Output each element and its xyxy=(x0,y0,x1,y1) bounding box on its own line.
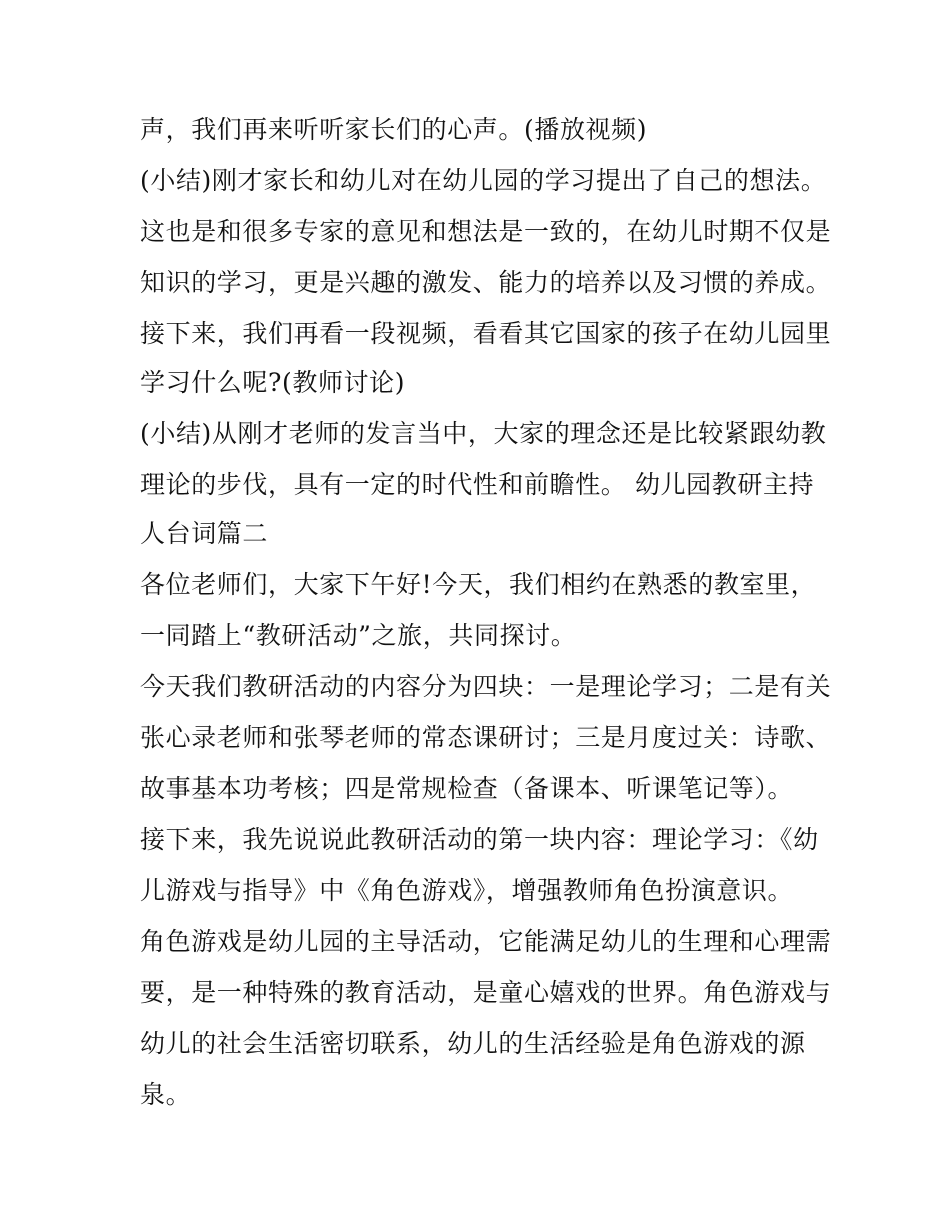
text-line: 泉。 xyxy=(140,1080,192,1109)
text-line: 一同踏上“教研活动”之旅，共同探讨。 xyxy=(140,621,577,650)
text-line: 角色游戏是幼儿园的主导活动，它能满足幼儿的生理和心理需 xyxy=(140,927,832,956)
text-line: 声，我们再来听听家长们的心声。(播放视频) xyxy=(140,115,648,144)
text-line: 理论的步伐，具有一定的时代性和前瞻性。 幼儿园教研主持 xyxy=(140,470,815,499)
text-line: 张心录老师和张琴老师的常态课研讨；三是月度过关：诗歌、 xyxy=(140,723,832,752)
text-line: 要，是一种特殊的教育活动，是童心嬉戏的世界。角色游戏与 xyxy=(140,978,832,1007)
text-line: 接下来，我先说说此教研活动的第一块内容：理论学习：《幼 xyxy=(140,825,819,854)
section-title: 人台词篇二 xyxy=(140,519,269,548)
text-line: 接下来，我们再看一段视频，看看其它国家的孩子在幼儿园里 xyxy=(140,319,832,348)
text-line: 各位老师们，大家下午好!今天，我们相约在熟悉的教室里， xyxy=(140,570,817,599)
text-line: (小结)从刚才老师的发言当中，大家的理念还是比较紧跟幼教 xyxy=(140,419,827,448)
text-line: 学习什么呢?(教师讨论) xyxy=(140,368,406,397)
text-line: (小结)刚才家长和幼儿对在幼儿园的学习提出了自己的想法。 xyxy=(140,166,827,195)
text-line: 今天我们教研活动的内容分为四块：一是理论学习；二是有关 xyxy=(140,672,832,701)
text-line: 儿游戏与指导》中《角色游戏》，增强教师角色扮演意识。 xyxy=(140,876,794,905)
text-line: 故事基本功考核；四是常规检查（备课本、听课笔记等）。 xyxy=(140,774,794,803)
text-line: 幼儿的社会生活密切联系，幼儿的生活经验是角色游戏的源 xyxy=(140,1029,806,1058)
text-line: 这也是和很多专家的意见和想法是一致的，在幼儿时期不仅是 xyxy=(140,217,832,246)
text-line: 知识的学习，更是兴趣的激发、能力的培养以及习惯的养成。 xyxy=(140,268,832,297)
